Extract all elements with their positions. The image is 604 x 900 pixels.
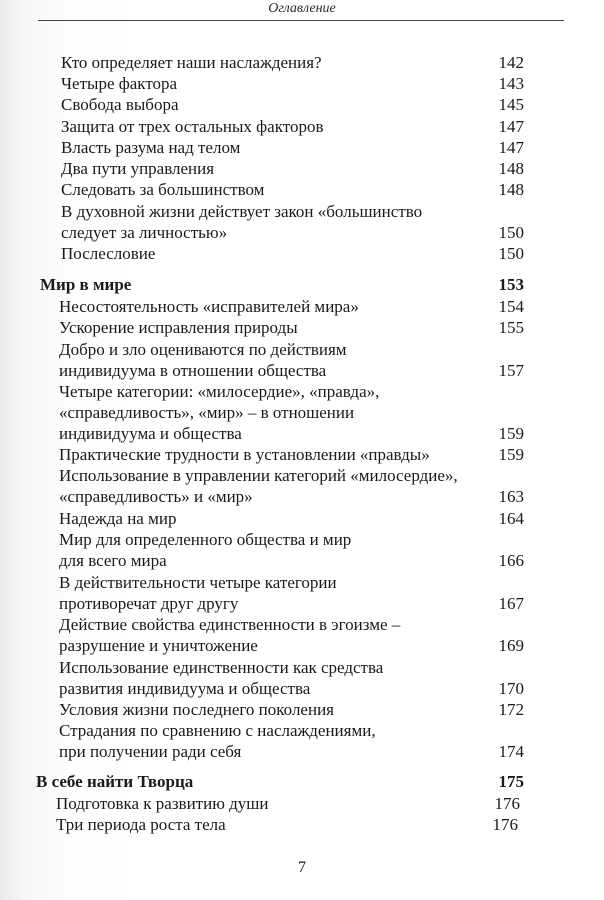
toc-chapter-title: Мир в мире [40, 275, 132, 294]
toc-entry-page: 176 [494, 794, 520, 813]
toc-entry-title-continued: индивидуума в отношении общества [59, 361, 327, 380]
toc-entry-title: Использование в управлении категорий «милосердие», [59, 466, 458, 485]
toc-entry-title-continued: для всего мира [59, 551, 167, 570]
toc-entry-title: В действительности четыре категории [59, 573, 337, 592]
toc-entry-page: 147 [498, 117, 524, 136]
toc-entry-title: Власть разума над телом [61, 138, 241, 157]
toc-entry-title: Четыре фактора [61, 74, 178, 93]
toc-entry-page: 148 [498, 180, 524, 199]
running-header: Оглавление [268, 1, 336, 16]
toc-entry-title: Добро и зло оцениваются по действиям [59, 340, 347, 359]
toc-entry-page: 147 [498, 138, 524, 157]
toc-entry-page: 150 [498, 223, 524, 242]
toc-entry-page: 170 [498, 679, 524, 698]
header-rule [38, 20, 564, 21]
toc-entry-title-continued: «справедливость», «мир» – в отношении [59, 403, 355, 422]
toc-entry-title-continued: следует за личностью» [61, 223, 228, 242]
toc-entry-title: Действие свойства единственности в эгоизме – [59, 615, 401, 634]
toc-entry-page: 164 [498, 509, 524, 528]
toc-entry-title: Свобода выбора [61, 95, 179, 114]
toc-entry-title: Послесловие [61, 244, 156, 263]
toc-entry-title: Использование единственности как средства [59, 658, 384, 677]
toc-entry-title: Надежда на мир [59, 509, 177, 528]
toc-entry-page: 145 [498, 95, 524, 114]
toc-entry-page: 163 [498, 487, 524, 506]
toc-entry-page: 155 [498, 318, 524, 337]
toc-entry-title: Практические трудности в установлении «правды» [59, 445, 430, 464]
toc-entry-title-continued: развития индивидуума и общества [59, 679, 311, 698]
toc-entry-page: 154 [498, 297, 524, 316]
toc-entry-title: Условия жизни последнего поколения [59, 700, 334, 719]
toc-entry-title: Страдания по сравнению с наслаждениями, [59, 721, 376, 740]
toc-entry-title: Подготовка к развитию души [56, 794, 269, 813]
toc-entry-title: Следовать за большинством [61, 180, 265, 199]
toc-entry-title-continued: разрушение и уничтожение [59, 636, 258, 655]
toc-entry-title: В духовной жизни действует закон «большинство [61, 202, 423, 221]
toc-entry-title: Мир для определенного общества и мир [59, 530, 352, 549]
toc-entry-title-continued: при получении ради себя [59, 742, 242, 761]
toc-entry-title: Кто определяет наши наслаждения? [61, 53, 322, 72]
toc-entry-page: 174 [498, 742, 524, 761]
toc-entry-page: 159 [498, 445, 524, 464]
toc-chapter-page: 175 [498, 772, 524, 791]
toc-entry-title-continued: противоречат друг другу [59, 594, 239, 613]
toc-entry-page: 176 [492, 815, 518, 834]
toc-entry-page: 150 [498, 244, 524, 263]
toc-chapter-page: 153 [498, 275, 524, 294]
toc-entry-page: 169 [498, 636, 524, 655]
toc-entry-page: 157 [498, 361, 524, 380]
toc-entry-title: Два пути управления [61, 159, 215, 178]
toc-entry-page: 143 [498, 74, 524, 93]
toc-entry-page: 142 [498, 53, 524, 72]
toc-entry-title: Три периода роста тела [56, 815, 226, 834]
toc-entry-page: 148 [498, 159, 524, 178]
toc-entry-page: 159 [498, 424, 524, 443]
toc-entry-title: Ускорение исправления природы [59, 318, 298, 337]
toc-chapter-title: В себе найти Творца [36, 772, 194, 791]
page-number: 7 [298, 859, 306, 876]
toc-entry-page: 167 [498, 594, 524, 613]
toc-entry-title-continued: «справедливость» и «мир» [59, 487, 253, 506]
toc-entry-page: 166 [498, 551, 524, 570]
toc-entry-title: Несостоятельность «исправителей мира» [59, 297, 359, 316]
toc-entry-title: Защита от трех остальных факторов [61, 117, 324, 136]
toc-entry-page: 172 [498, 700, 524, 719]
toc-entry-title: Четыре категории: «милосердие», «правда», [59, 382, 380, 401]
toc-entry-title-continued: индивидуума и общества [59, 424, 242, 443]
